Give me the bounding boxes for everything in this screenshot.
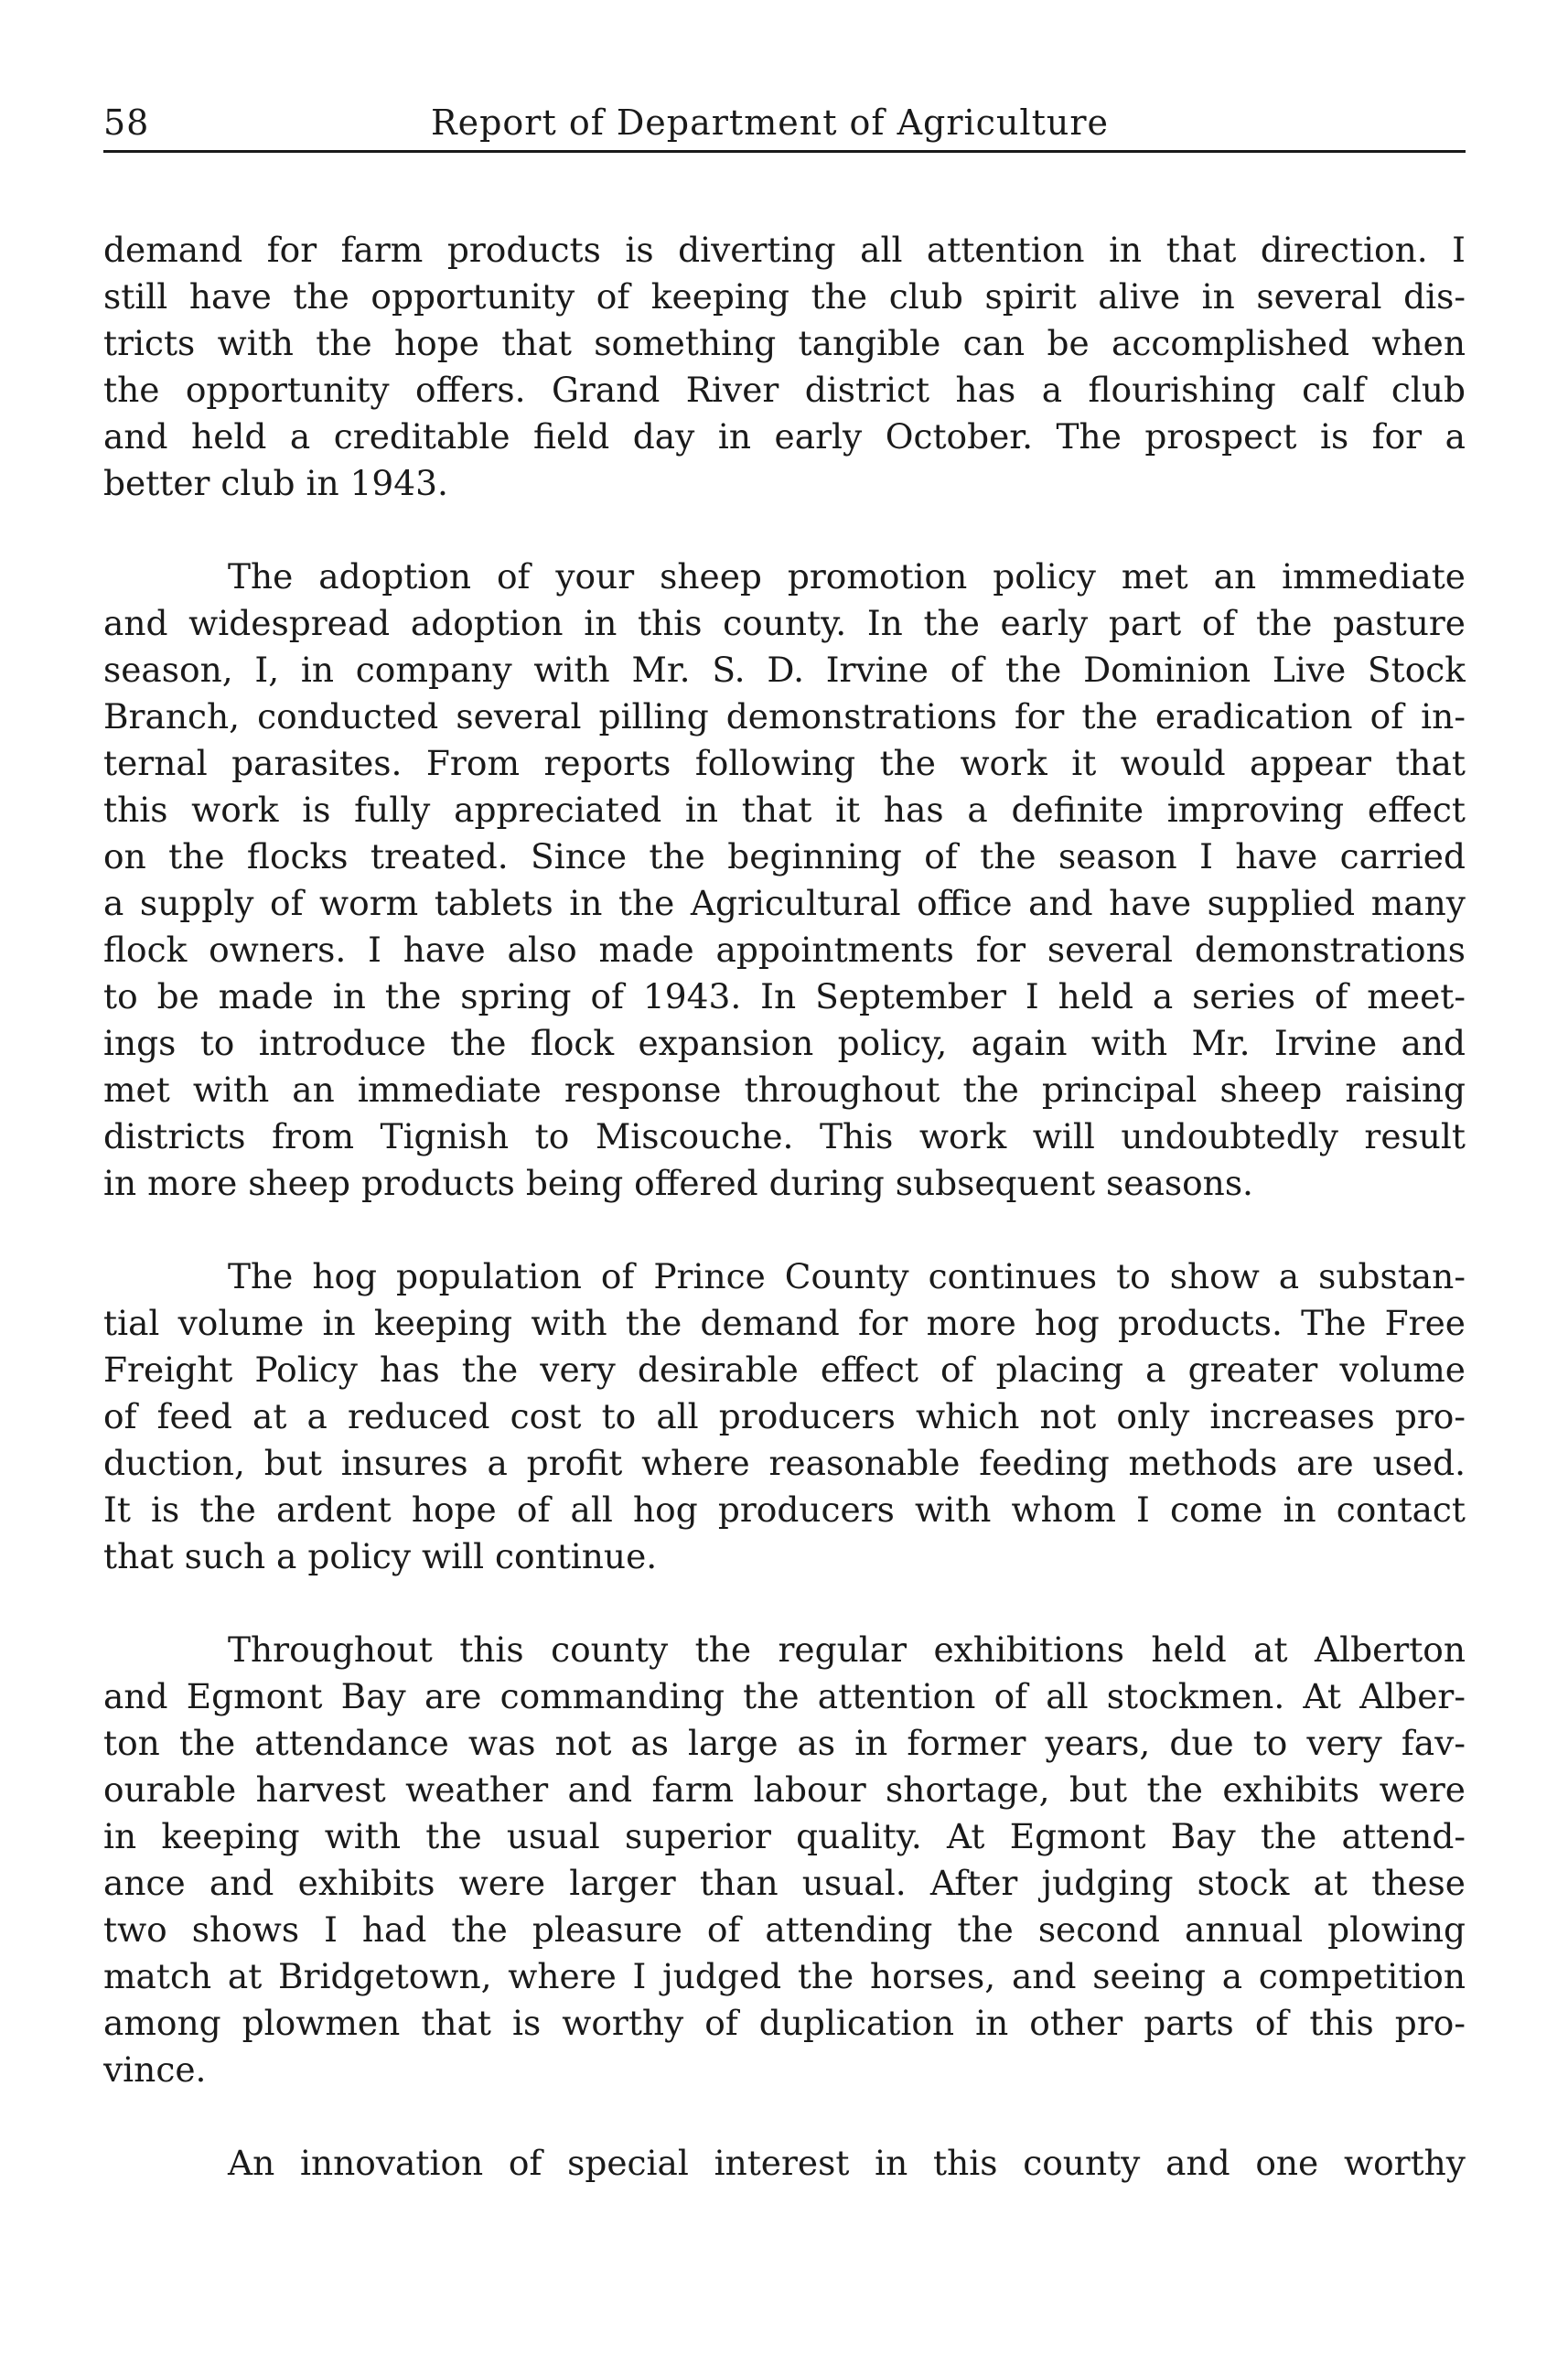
text-line: districts from Tignish to Miscouche. This work will undoubtedly result <box>103 1116 1466 1156</box>
text-line: The adoption of your sheep promotion policy met an immediate <box>228 556 1466 597</box>
text-line: tricts with the hope that something tangible can be accomplished when <box>103 323 1466 363</box>
text-line: ternal parasites. From reports following the work it would appear that <box>103 743 1466 783</box>
text-line: duction, but insures a profit where reasonable feeding methods are used. <box>103 1443 1466 1483</box>
text-line: two shows I had the pleasure of attending the second annual plowing <box>103 1909 1466 1950</box>
text-line: ton the attendance was not as large as in former years, due to very fav- <box>103 1723 1466 1763</box>
text-line: still have the opportunity of keeping the club spirit alive in several dis- <box>103 276 1466 317</box>
text-line: The hog population of Prince County continues to show a substan- <box>228 1256 1466 1296</box>
text-line: this work is fully appreciated in that it has a definite improving effect <box>103 790 1466 830</box>
text-line: to be made in the spring of 1943. In September I held a series of meet- <box>103 976 1466 1016</box>
body-text <box>103 227 1466 2233</box>
text-line: in more sheep products being offered during subsequent seasons. <box>103 1163 1253 1203</box>
text-line: ance and exhibits were larger than usual. After judging stock at these <box>103 1863 1466 1903</box>
text-line: in keeping with the usual superior quality. At Egmont Bay the attend- <box>103 1816 1466 1856</box>
text-line: vince. <box>103 2049 207 2090</box>
text-line: It is the ardent hope of all hog producers with whom I come in contact <box>103 1489 1466 1530</box>
paragraph <box>103 1627 1466 2093</box>
text-line: and Egmont Bay are commanding the attention of all stockmen. At Alber- <box>103 1676 1466 1716</box>
page-header <box>103 99 1466 153</box>
paragraph <box>103 227 1466 507</box>
running-title: Report of Department of Agriculture <box>431 102 1109 143</box>
text-line: on the flocks treated. Since the beginning of the season I have carried <box>103 836 1466 876</box>
text-line: ings to introduce the flock expansion policy, again with Mr. Irvine and <box>103 1023 1466 1063</box>
text-line: match at Bridgetown, where I judged the horses, and seeing a competition <box>103 1956 1466 1996</box>
text-line: An innovation of special interest in this county and one worthy <box>228 2143 1466 2183</box>
text-line: that such a policy will continue. <box>103 1536 658 1576</box>
text-line: tial volume in keeping with the demand for more hog products. The Free <box>103 1303 1466 1343</box>
text-line: Branch, conducted several pilling demonstrations for the eradication of in- <box>103 696 1466 737</box>
text-line: flock owners. I have also made appointments for several demonstrations <box>103 930 1466 970</box>
text-line: Freight Policy has the very desirable effect of placing a greater volume <box>103 1350 1466 1390</box>
paragraph <box>103 554 1466 1207</box>
text-line: of feed at a reduced cost to all producers which not only increases pro- <box>103 1396 1466 1436</box>
text-line: met with an immediate response throughout the principal sheep raising <box>103 1070 1466 1110</box>
paragraph <box>103 1253 1466 1580</box>
text-line: among plowmen that is worthy of duplication in other parts of this pro- <box>103 2003 1466 2043</box>
text-line: demand for farm products is diverting all attention in that direction. I <box>103 230 1466 270</box>
text-line: better club in 1943. <box>103 463 448 503</box>
text-line: a supply of worm tablets in the Agricultural office and have supplied many <box>103 883 1466 923</box>
text-line: and widespread adoption in this county. In the early part of the pasture <box>103 603 1466 643</box>
text-line: ourable harvest weather and farm labour shortage, but the exhibits were <box>103 1769 1466 1810</box>
paragraph <box>103 2140 1466 2187</box>
text-line: season, I, in company with Mr. S. D. Irvine of the Dominion Live Stock <box>103 650 1466 690</box>
text-line: Throughout this county the regular exhibitions held at Alberton <box>228 1629 1466 1670</box>
text-line: the opportunity offers. Grand River district has a flourishing calf club <box>103 370 1466 410</box>
page-number: 58 <box>103 102 150 143</box>
text-line: and held a creditable field day in early October. The prospect is for a <box>103 416 1466 457</box>
